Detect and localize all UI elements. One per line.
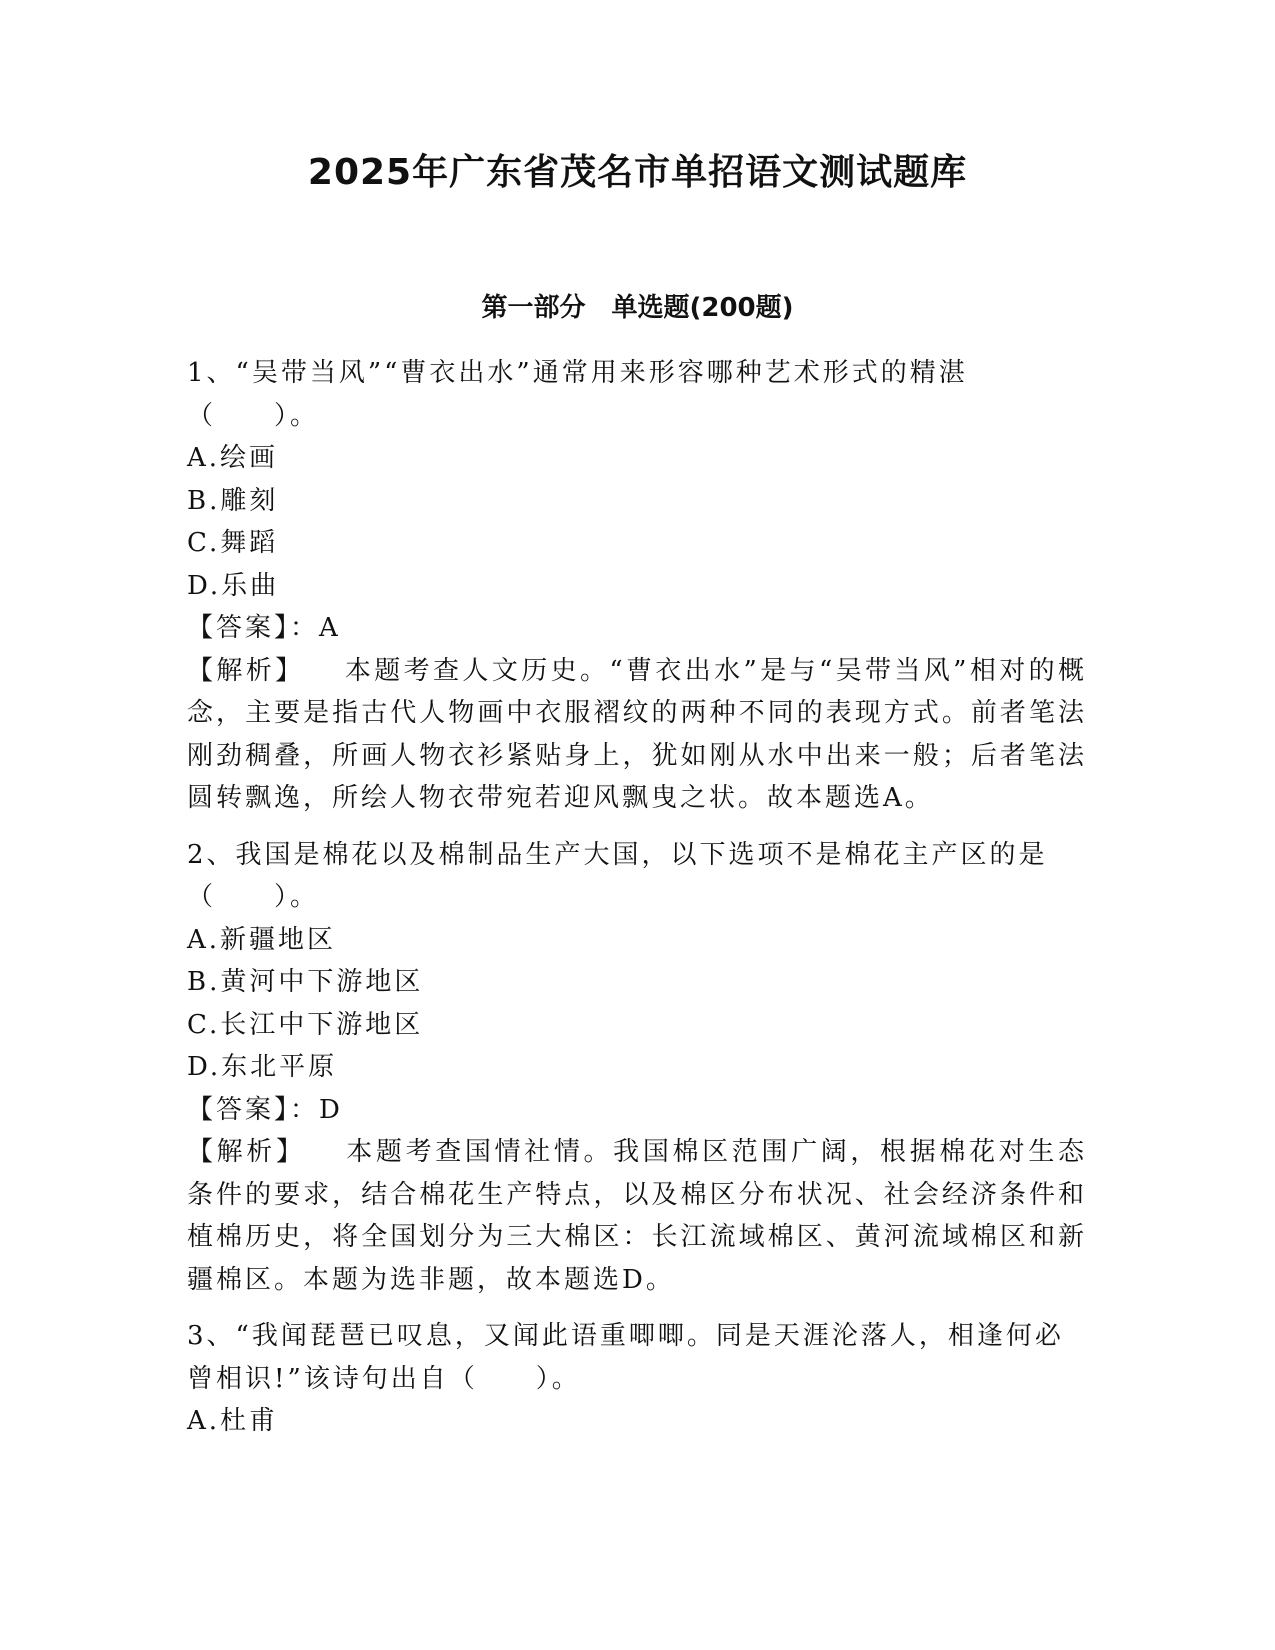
- answer-value: D: [319, 1094, 343, 1125]
- question-item: [187, 1315, 1087, 1443]
- analysis-text: [187, 1131, 1087, 1301]
- answer-separator: ：: [290, 1094, 320, 1125]
- analysis-tag: 【解析】: [187, 655, 305, 686]
- answer-separator: ：: [290, 613, 320, 643]
- question-stem: 1、“吴带当风”“曹衣出水”通常用来形容哪种艺术形式的精湛（ ）。: [187, 358, 968, 431]
- option-d: D.乐曲: [187, 570, 280, 601]
- question-list: [187, 352, 1087, 1457]
- answer-line: [187, 1089, 1087, 1132]
- question-item: [187, 834, 1087, 1302]
- document-title: 2025年广东省茂名市单招语文测试题库: [307, 152, 968, 193]
- answer-tag: 【答案】: [187, 1094, 291, 1125]
- option-a: A.新疆地区: [187, 924, 337, 955]
- option-c: C.舞蹈: [187, 528, 279, 558]
- answer-line: [187, 607, 1087, 650]
- option-a: A.绘画: [187, 443, 279, 473]
- analysis-text: [187, 650, 1087, 820]
- option-c: C.长江中下游地区: [187, 1009, 424, 1040]
- question-stem: 2、我国是棉花以及棉制品生产大国，以下选项不是棉花主产区的是（ ）。: [187, 839, 1048, 912]
- analysis-tag: 【解析】: [187, 1137, 306, 1167]
- question-item: [187, 352, 1087, 820]
- question-stem: 3、“我闻琵琶已叹息，又闻此语重唧唧。同是天涯沦落人，相逢何必曾相识!”该诗句出自（ ）。: [187, 1321, 1064, 1394]
- answer-value: A: [319, 613, 341, 643]
- option-b: B.雕刻: [187, 485, 279, 516]
- analysis-body: 本题考查国情社情。我国棉区范围广阔，根据棉花对生态条件的要求，结合棉花生产特点，以及棉区分布状况、社会经济条件和植棉历史，将全国划分为三大棉区：长江流域棉区、黄河流域棉区和新疆棉区。本题为选非题，故本题选D。: [187, 1137, 1087, 1295]
- option-a: A.杜甫: [187, 1406, 279, 1436]
- option-b: B.黄河中下游地区: [187, 967, 424, 997]
- answer-tag: 【答案】: [187, 613, 291, 643]
- option-d: D.东北平原: [187, 1052, 338, 1082]
- analysis-body: 本题考查人文历史。“曹衣出水”是与“吴带当风”相对的概念，主要是指古代人物画中衣服褶纹的两种不同的表现方式。前者笔法刚劲稠叠，所画人物衣衫紧贴身上，犹如刚从水中出来一般；后者笔法圆转飘逸，所绘人物衣带宛若迎风飘曳之状。故本题选A。: [187, 655, 1087, 813]
- section-title: 第一部分 单选题(200题): [481, 293, 794, 323]
